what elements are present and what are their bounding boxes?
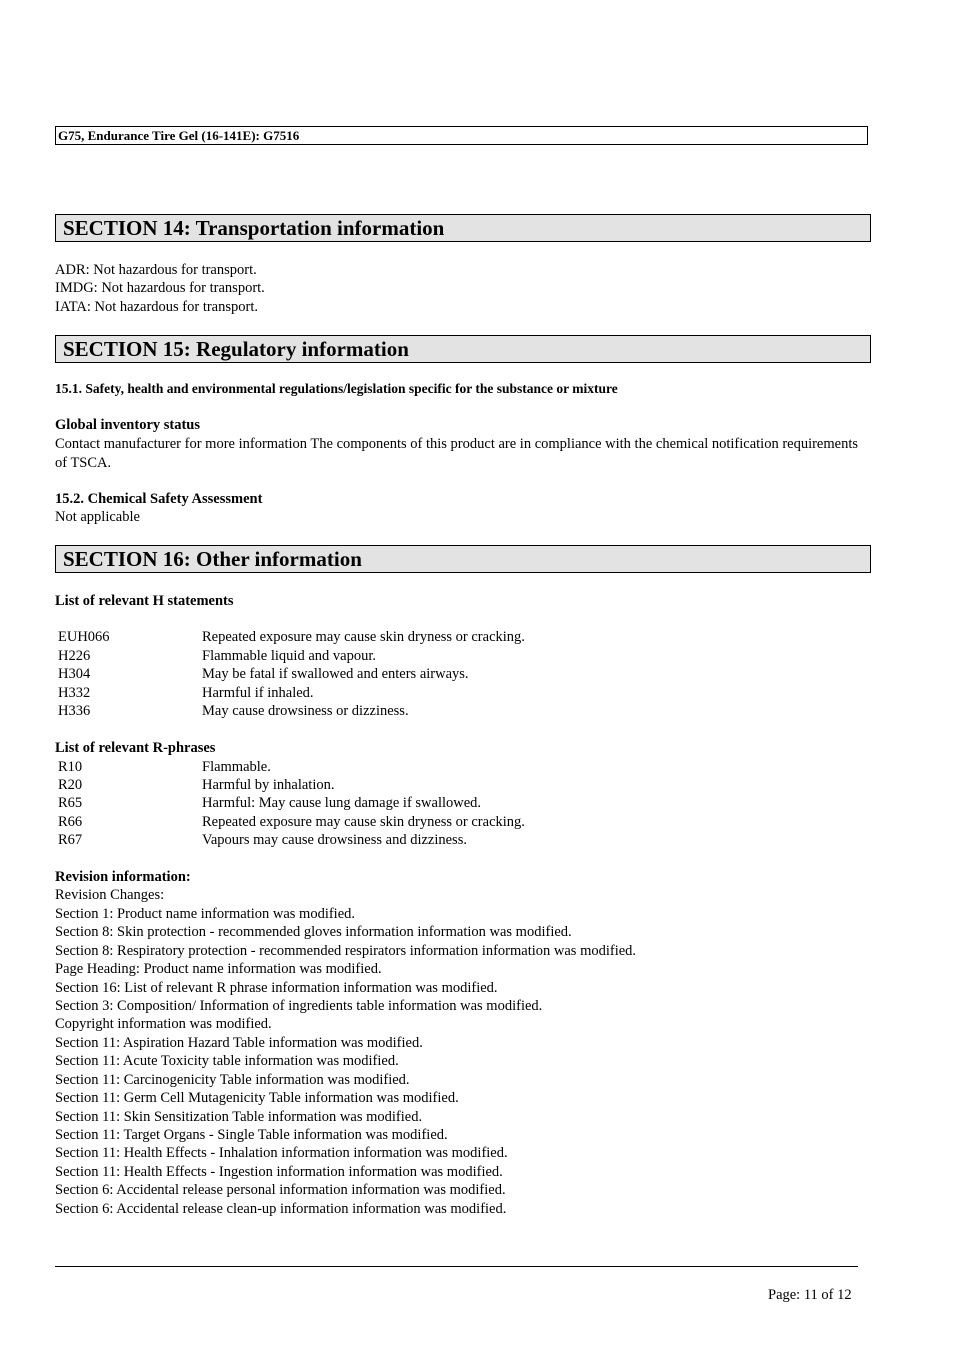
r-phrase-text: Vapours may cause drowsiness and dizziness. (202, 832, 467, 848)
subsection-15-2-heading: 15.2. Chemical Safety Assessment (55, 491, 263, 507)
revision-line: Section 1: Product name information was modified. (55, 906, 356, 922)
h-statement-text: Harmful if inhaled. (202, 685, 314, 701)
h-statement-code: EUH066 (58, 629, 110, 645)
h-statement-code: H304 (58, 666, 91, 682)
revision-line: Section 11: Health Effects - Ingestion information information was modified. (55, 1164, 503, 1180)
r-phrase-code: R67 (58, 832, 83, 848)
r-phrase-text: Harmful by inhalation. (202, 777, 335, 793)
page-number: Page: 11 of 12 (768, 1287, 852, 1303)
h-statement-code: H336 (58, 703, 91, 719)
h-statement-code: H226 (58, 648, 91, 664)
revision-line: Copyright information was modified. (55, 1016, 272, 1032)
revision-line: Revision Changes: (55, 887, 165, 903)
r-phrase-text: Repeated exposure may cause skin dryness or cracking. (202, 814, 525, 830)
revision-line: Section 16: List of relevant R phrase information information was modified. (55, 980, 498, 996)
revision-line: Section 11: Target Organs - Single Table information was modified. (55, 1127, 448, 1143)
revision-line: Section 11: Health Effects - Inhalation information information was modified. (55, 1145, 508, 1161)
revision-line: Section 11: Aspiration Hazard Table information was modified. (55, 1035, 423, 1051)
transport-line-iata: IATA: Not hazardous for transport. (55, 299, 258, 315)
h-statement-text: Repeated exposure may cause skin dryness or cracking. (202, 629, 525, 645)
r-phrases-heading: List of relevant R-phrases (55, 740, 216, 756)
r-phrase-code: R20 (58, 777, 83, 793)
section-15-title: SECTION 15: Regulatory information (55, 335, 871, 363)
r-phrase-code: R66 (58, 814, 83, 830)
footer-divider (55, 1266, 858, 1267)
revision-line: Section 11: Skin Sensitization Table information was modified. (55, 1109, 423, 1125)
global-inventory-text: Contact manufacturer for more information The components of this product are in compliance with the chemical notification requirements of TSCA. (55, 436, 859, 471)
revision-line: Page Heading: Product name information was modified. (55, 961, 382, 977)
revision-line: Section 11: Germ Cell Mutagenicity Table information was modified. (55, 1090, 459, 1106)
h-statement-code: H332 (58, 685, 91, 701)
revision-line: Section 3: Composition/ Information of ingredients table information was modified. (55, 998, 543, 1014)
section-16-title: SECTION 16: Other information (55, 545, 871, 573)
subsection-15-1-heading: 15.1. Safety, health and environmental regulations/legislation specific for the substance or mixture (55, 381, 618, 396)
r-phrase-code: R65 (58, 795, 83, 811)
revision-line: Section 6: Accidental release clean-up information information was modified. (55, 1201, 507, 1217)
r-phrase-text: Harmful: May cause lung damage if swallowed. (202, 795, 482, 811)
h-statement-text: Flammable liquid and vapour. (202, 648, 376, 664)
revision-line: Section 8: Skin protection - recommended gloves information information was modified. (55, 924, 572, 940)
h-statements-heading: List of relevant H statements (55, 593, 234, 609)
revision-line: Section 8: Respiratory protection - recommended respirators information information was modified. (55, 943, 637, 959)
revision-heading: Revision information: (55, 869, 191, 885)
r-phrase-code: R10 (58, 759, 83, 775)
h-statement-text: May be fatal if swallowed and enters airways. (202, 666, 469, 682)
revision-line: Section 6: Accidental release personal information information was modified. (55, 1182, 506, 1198)
revision-line: Section 11: Acute Toxicity table information was modified. (55, 1053, 399, 1069)
transport-line-adr: ADR: Not hazardous for transport. (55, 262, 257, 278)
transport-line-imdg: IMDG: Not hazardous for transport. (55, 280, 265, 296)
section-14-title: SECTION 14: Transportation information (55, 214, 871, 242)
global-inventory-heading: Global inventory status (55, 417, 201, 433)
r-phrase-text: Flammable. (202, 759, 271, 775)
revision-line: Section 11: Carcinogenicity Table information was modified. (55, 1072, 410, 1088)
document-header: G75, Endurance Tire Gel (16-141E): G7516 (55, 126, 868, 145)
chemical-safety-assessment-text: Not applicable (55, 509, 140, 525)
h-statement-text: May cause drowsiness or dizziness. (202, 703, 409, 719)
